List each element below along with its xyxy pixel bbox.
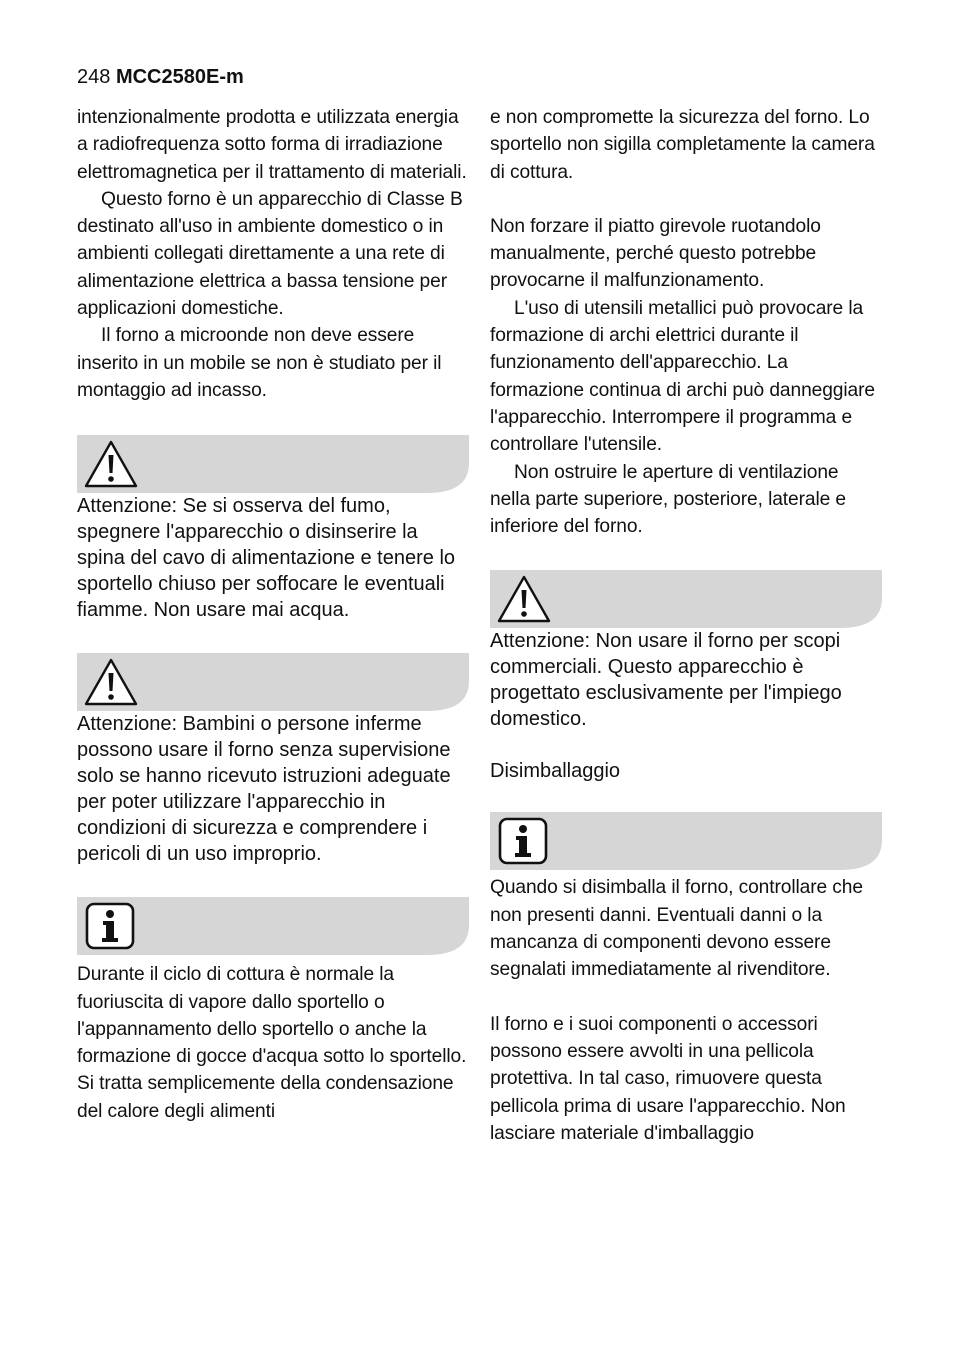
info-i-icon [496,815,552,867]
model-name: MCC2580E-m [115,66,244,88]
right-column [490,104,882,1147]
warning-text-1: Attenzione: Se si osserva del fumo, spegnere l'apparecchio o disinserire la spina del cavo di alimentazione e tenere lo sportello chiuso per soffocare le eventuali fiamme. Non usare mai acqua. [77,495,456,622]
right-paragraph-2: Non forzare il piatto girevole ruotandolo manualmente, perché questo potrebbe provocarne il malfunzionamento. [490,215,821,292]
warning-text-3: Attenzione: Non usare il forno per scopi commerciali. Questo apparecchio è progettato esclusivamente per l'impiego domestico. [490,630,842,731]
left-paragraph-3: Il forno a microonde non deve essere inserito in un mobile se non è studiato per il montaggio ad incasso. [77,325,442,401]
right-paragraph-4: Non ostruire le aperture di ventilazione nella parte superiore, posteriore, laterale e inferiore del forno. [490,461,847,538]
right-paragraph-1: e non compromette la sicurezza del forno. Lo sportello non sigilla completamente la camera di cottura. [490,107,875,183]
warning-box-2 [77,653,469,711]
info-box-2 [490,812,882,870]
info-i-icon [83,900,139,952]
section-heading: Disimballaggio [490,760,621,783]
right-paragraph-5: Il forno e i suoi componenti o accessori possono essere avvolti in una pellicola protettiva. In tal caso, rimuovere questa pellicola prima di usare l'apparecchio. Non lasciare materiale d'imballaggio [490,1013,846,1144]
page-number: 248 [77,66,111,88]
right-paragraph-3: L'uso di utensili metallici può provocare la formazione di archi elettrici durante il funzionamento dell'apparecchio. La formazione continua di archi può danneggiare l'apparecchio. Interrompere il programma e controllare l'utensile. [490,297,875,456]
info-text-2: Quando si disimballa il forno, controllare che non presenti danni. Eventuali danni o la mancanza di componenti devono essere segnalati immediatamente al rivenditore. [490,877,863,981]
left-paragraph-2: Questo forno è un apparecchio di Classe B destinato all'uso in ambiente domestico o in ambienti collegati direttamente a una rete di alimentazione elettrica a bassa tensione per applicazioni domestiche. [77,188,463,320]
left-paragraph-1: intenzionalmente prodotta e utilizzata energia a radiofrequenza sotto forma di irradiazione elettromagnetica per il trattamento di materiali. [77,107,467,183]
page-header [77,64,244,90]
info-text-1: Durante il ciclo di cottura è normale la fuoriuscita di vapore dallo sportello o l'appannamento dello sportello o anche la formazione di gocce d'acqua sotto lo sportello. Si tratta semplicemente della condensazione del calore degli alimenti [77,964,467,1122]
warning-triangle-icon [83,656,139,708]
left-column [77,104,469,1125]
warning-box-3 [490,570,882,628]
info-box-1 [77,897,469,955]
warning-triangle-icon [83,438,139,490]
warning-text-2: Attenzione: Bambini o persone inferme possono usare il forno senza supervisione solo se hanno ricevuto istruzioni adeguate per poter utilizzare l'apparecchio in condizioni di sicurezza e comprendere i pericoli di un uso improprio. [77,713,451,866]
warning-box-1 [77,435,469,493]
warning-triangle-icon [496,573,552,625]
